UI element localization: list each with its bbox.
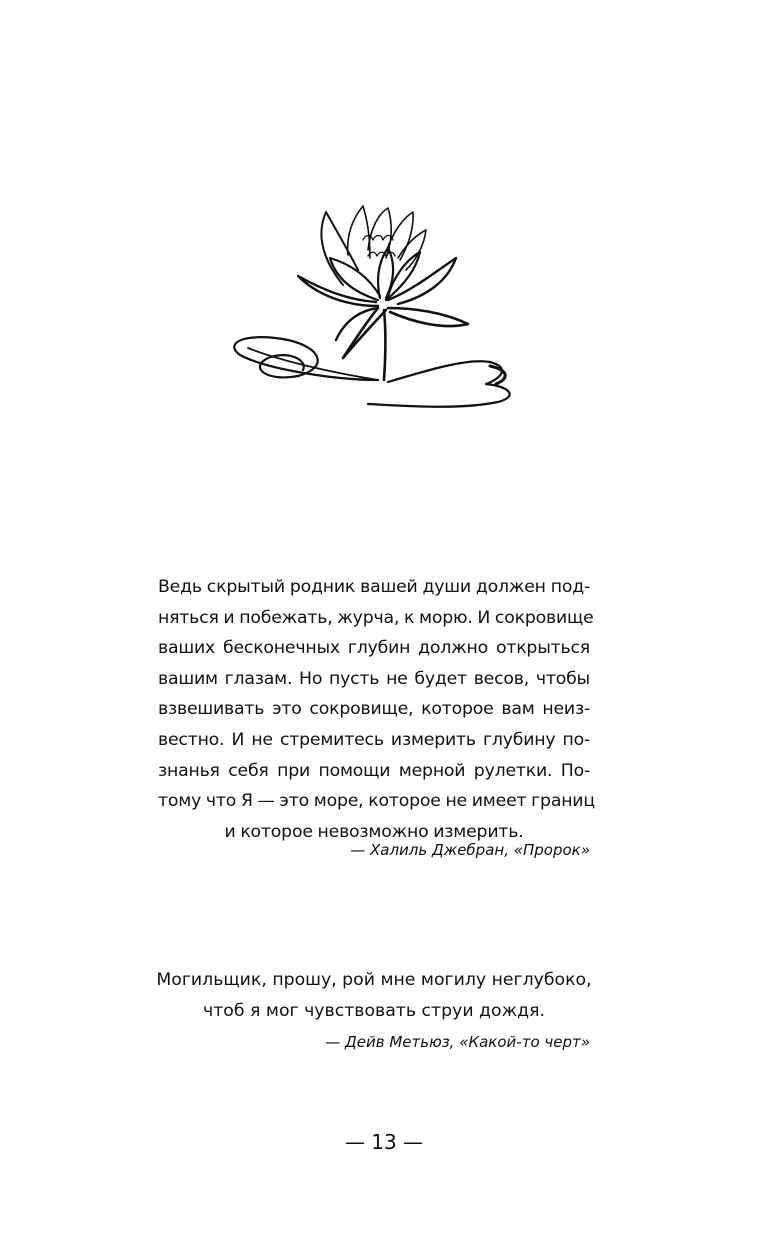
quote-line: взвешивать это сокровище, которое вам неиз-	[158, 699, 590, 720]
page-number: — 13 —	[344, 1130, 424, 1154]
quote-gibran	[158, 572, 595, 847]
quote-line: вестно. И не стремитесь измерить глубину по-	[158, 729, 590, 750]
lotus-flower-icon	[228, 200, 528, 415]
quote-line: чтоб я мог чувствовать струи дождя.	[203, 1000, 545, 1021]
quote-line: няться и побежать, журча, к морю. И сокровище	[158, 607, 594, 628]
quote-line: Ведь скрытый родник вашей души должен под-	[158, 577, 590, 597]
quote-line: Могильщик, прошу, рой мне могилу неглубоко,	[156, 970, 592, 990]
quote-attribution-gibran: — Халиль Джебран, «Пророк»	[350, 841, 590, 859]
quote-attribution-matthews: — Дейв Метьюз, «Какой-то черт»	[325, 1033, 590, 1051]
lotus-illustration	[228, 200, 528, 415]
quote-line: вашим глазам. Но пусть не будет весов, чтобы	[158, 668, 590, 689]
quote-line: и которое невозможно измерить.	[224, 821, 524, 842]
quote-line: знанья себя при помощи мерной рулетки. По-	[158, 760, 590, 781]
quote-line: ваших бесконечных глубин должно открыться	[158, 638, 590, 659]
quote-matthews	[150, 965, 598, 1026]
quote-line: тому что Я — это море, которое не имеет границ	[158, 791, 595, 812]
